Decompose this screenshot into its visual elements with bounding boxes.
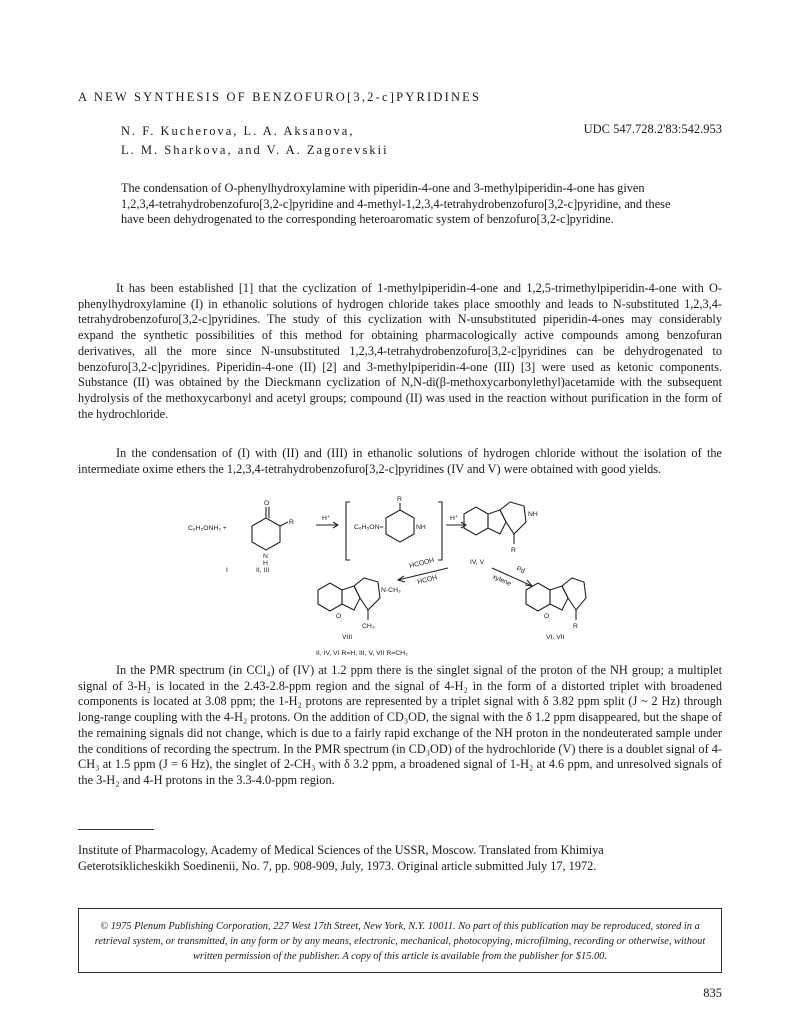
affiliation-footnote: Institute of Pharmacology, Academy of Medical Sciences of the USSR, Moscow. Translated from Khimiya Geterotsiklicheskikh Soedinenii, No. 7, pp. 908-909, July, 1973. Original article submitted July 17, 1972. (78, 843, 604, 873)
intermediate-label: C₆H₅ON= (354, 524, 384, 531)
udc-code: UDC 547.728.2'83:542.953 (583, 122, 722, 136)
authors-line-1: N. F. Kucherova, L. A. Aksanova, (121, 124, 355, 138)
vi-o-label: O (544, 613, 550, 620)
viii-o-label: O (336, 613, 342, 620)
body-paragraph-2 (78, 446, 722, 477)
xylene-label: xylene (491, 573, 512, 588)
copyright-box: © 1975 Plenum Publishing Corporation, 227 West 17th Street, New York, N.Y. 10011. No part of this publication may be reproduced, stored in a retrieval system, or transmitted, in any form or by any means, electronic, mechanical, photocopying, microfilming, recording or otherwise, without written permission of the publisher. A copy of this article is available from the publisher for $15.00. (78, 908, 722, 973)
piperidine-ring (354, 578, 380, 610)
vi-r-label: R (573, 623, 578, 630)
label-VIII: VIII (342, 634, 353, 641)
author-list (121, 122, 389, 160)
paragraph-text: It has been established [1] that the cyclization of 1-methylpiperidin-4-one and 1,2,5-trimethylpiperidin-4-one with O-phenylhydroxylamine (I) in ethanolic solutions of hydrogen chloride takes place smoothly and leads to N-substituted 1,2,3,4-tetrahydrobenzofuro[3,2-c]pyridines. The study of this cyclization with N-unsubstituted piperidin-4-ones may considerably expand the synthetic possibilities of this method for obtaining pharmacologically active compounds among benzofuran derivatives, all the more since N-unsubstituted 1,2,3,4-tetrahydrobenzofuro[3,2-c]pyridines can be dehydrogenated to benzofuro[3,2-c]pyridines. Piperidin-4-one (II) [2] and 3-methylpiperidin-4-one (III) [3] were used as ketonic components. Substance (II) was obtained by the Dieckmann cyclization of N,N-di(β-methoxycarbonylethyl)acetamide with the subsequent hydrolysis of the methoxycarbonyl and acetyl groups; compound (II) was used in the reaction without purification in the form of the hydrochloride. (78, 281, 722, 421)
article-title: A NEW SYNTHESIS OF BENZOFURO[3,2-c]PYRIDINES (78, 90, 482, 104)
ketone-o-label: O (264, 500, 270, 507)
iv-r-label: R (511, 547, 516, 554)
label-I: I (226, 567, 228, 574)
ring-h-label: H (263, 560, 268, 567)
label-VI-VII: VI, VII (546, 634, 565, 641)
acid-arrow-2-label: H⁺ (450, 515, 459, 522)
viii-ch3-label: CH₃ (362, 623, 375, 630)
piperidine-ring (500, 502, 526, 534)
paragraph-text: In the PMR spectrum (in CCl₄) of (IV) at 1.2 ppm there is the singlet signal of the proton of the NH group; a multiplet signal of 3-H₂ is located in the 2.43-2.8-ppm region and the signal of 4-H₂ in the form of a distorted triplet with broadened components is located at 3.08 ppm; the 1-H₂ protons are represented by a triplet signal with δ 3.82 ppm split (J ~ 2 Hz) through long-range coupling with the 4-H₂ protons. On the addition of CD₃OD, the signal with the δ 1.2 ppm disappeared, but the shape of the remaining signals did not change, which is due to a fairly rapid exchange of the NH proton in the nondeuterated sample under the conditions of recording the spectrum. In the PMR spectrum (in CD₃OD) of the hydrochloride (V) there is a doublet signal of 4-CH₃ at 1.5 ppm (J = 6 Hz), the singlet of 2-CH₃ with δ 3.2 ppm, a broadened signal of 1-H₂ at 4.6 ppm, and unresolved signals of the 3-H₂ and 4-H protons in the 3.3-4.0-ppm region. (78, 663, 722, 787)
hcoh-label: HCOH (416, 574, 438, 586)
furan-ring (550, 586, 568, 610)
reaction-scheme (148, 494, 588, 660)
page-number: 835 (703, 986, 722, 1000)
abstract: The condensation of O-phenylhydroxylamine with piperidin-4-one and 3-methylpiperidin-4-one has given 1,2,3,4-tetrahydrobenzofuro[3,2-c]pyridine and 4-methyl-1,2,3,4-tetrahydrobenzofuro[3,2-c]pyridine, and these have been dehydrogenated to the corresponding heteroaromatic system of benzofuro[3,2-c]pyridine. (121, 181, 671, 227)
authors-line-2: L. M. Sharkova, and V. A. Zagorevskii (121, 143, 389, 157)
benzene-ring (464, 507, 488, 535)
iv-nh-label: NH (528, 511, 538, 518)
benzene-ring (318, 583, 342, 611)
piperidinone-ring (252, 518, 280, 550)
oxime-ring (386, 510, 414, 542)
ring-r-label: R (289, 519, 294, 526)
label-IV-V: IV, V (470, 559, 485, 566)
oxime-r-label: R (397, 496, 402, 503)
acid-arrow-1-label: H⁺ (322, 515, 331, 522)
scheme-legend: II, IV, VI R=H; III, V, VII R=CH₃ (316, 650, 408, 657)
furan-ring (488, 510, 506, 534)
reagent-label: C₆H₅ONH₂ + (188, 525, 227, 532)
pyridine-ring (562, 578, 586, 610)
oxime-nh-label: NH (416, 524, 426, 531)
benzene-ring (526, 583, 550, 611)
body-paragraph-1 (78, 281, 722, 422)
viii-nch3-label: N-CH₃ (381, 587, 401, 594)
furan-ring (342, 586, 360, 610)
footnote-divider (78, 829, 154, 830)
pd-label: Pd (515, 565, 526, 576)
ring-nh-label: N (263, 553, 268, 560)
body-paragraph-3 (78, 663, 722, 789)
label-II-III: II, III (256, 567, 270, 574)
hcooh-label: HCOOH (408, 557, 436, 570)
paragraph-text: In the condensation of (I) with (II) and (III) in ethanolic solutions of hydrogen chloride without the isolation of the intermediate oxime ethers the 1,2,3,4-tetrahydrobenzofuro[3,2-c]pyridines (IV and V) were obtained with good yields. (78, 446, 722, 476)
